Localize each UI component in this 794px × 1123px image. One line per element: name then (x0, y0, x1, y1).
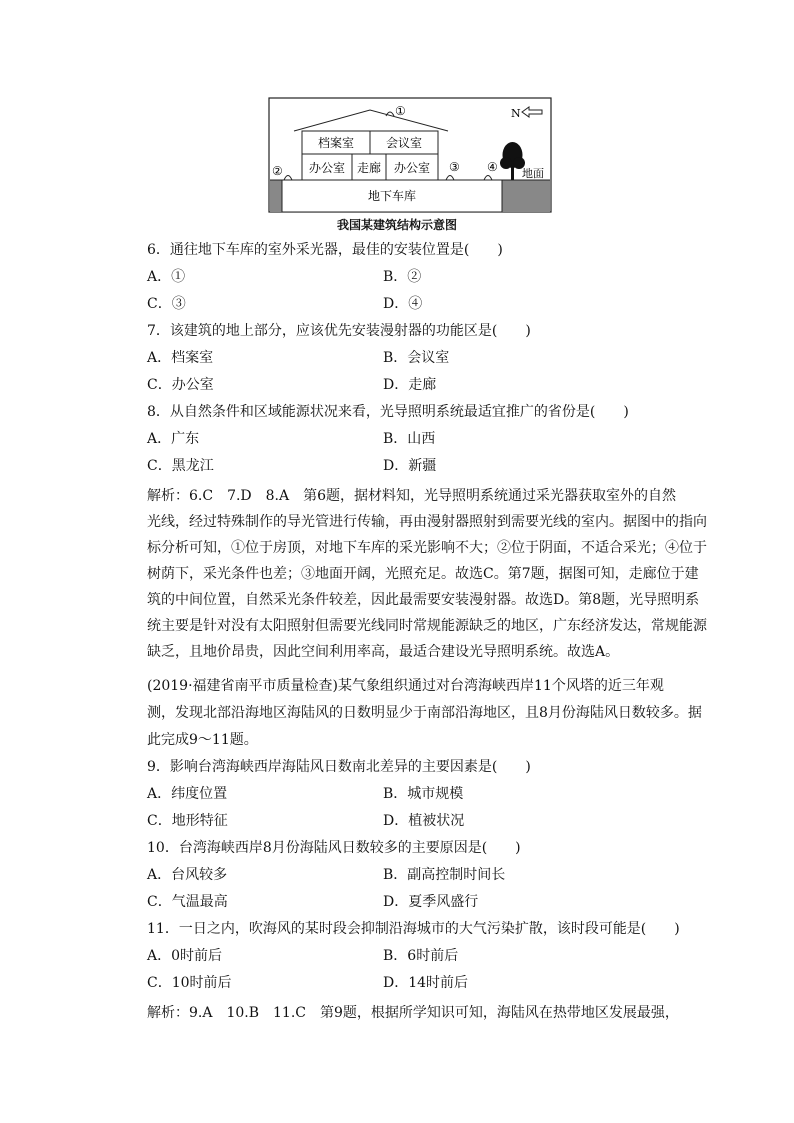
question-8-option-b: B．山西 (383, 431, 436, 447)
analysis-1-line-1: 解析：6.C 7.D 8.A 第6题，据材料知，光导照明系统通过采光器获取室外的自然 (147, 488, 677, 504)
question-10-stem: 10．台湾海峡西岸8月份海陆风日数较多的主要原因是( ) (147, 840, 521, 856)
analysis-1-line-2: 光线，经过特殊制作的导光管进行传输，再由漫射器照射到需要光线的室内。据图中的指向 (147, 514, 707, 530)
question-6-stem: 6．通往地下车库的室外采光器，最佳的安装位置是( ) (147, 242, 503, 258)
question-7-option-a: A．档案室 (147, 350, 214, 366)
question-10-option-b: B．副高控制时间长 (383, 867, 506, 883)
intro-2-line-2: 测，发现北部沿海地区海陆风的日数明显少于南部沿海地区，且8月份海陆风日数较多。据 (147, 705, 702, 721)
intro-2-line-1: (2019·福建省南平市质量检查)某气象组织通过对台湾海峡西岸11个风塔的近三年观 (147, 678, 664, 694)
question-11-option-c: C．10时前后 (147, 975, 232, 991)
ground-label: 地面 (522, 167, 544, 180)
analysis-1-line-7: 缺乏，且地价昂贵，因此空间利用率高，最适合建设光导照明系统。故选A。 (147, 644, 620, 660)
marker-4: ④ (487, 160, 498, 174)
question-8-option-d: D．新疆 (383, 458, 437, 474)
question-9-option-d: D．植被状况 (383, 813, 465, 829)
question-11-stem: 11．一日之内，吹海风的某时段会抑制沿海城市的大气污染扩散，该时段可能是( ) (147, 921, 680, 937)
analysis-1-line-4: 树荫下，采光条件也差；③地面开阔，光照充足。故选C。第7题，据图可知，走廊位于建 (147, 566, 699, 582)
marker-3: ③ (449, 160, 460, 174)
room-corridor: 走廊 (356, 161, 382, 175)
room-office-left: 办公室 (308, 161, 346, 175)
room-garage: 地下车库 (367, 189, 417, 203)
room-archive: 档案室 (317, 136, 355, 150)
question-9-option-c: C．地形特征 (147, 813, 228, 829)
question-8-option-a: A．广东 (147, 431, 200, 447)
intro-2-line-3: 此完成9～11题。 (147, 732, 258, 748)
question-11-option-d: D．14时前后 (383, 975, 469, 991)
soil-left (270, 180, 282, 212)
question-8-stem: 8．从自然条件和区域能源状况来看，光导照明系统最适宜推广的省份是( ) (147, 404, 629, 420)
question-9-stem: 9．影响台湾海峡西岸海陆风日数南北差异的主要因素是( ) (147, 759, 531, 775)
question-10-option-c: C．气温最高 (147, 894, 228, 910)
analysis-1-line-5: 筑的中间位置，自然采光条件较差，因此最需要安装漫射器。故选D。第8题，光导照明系 (147, 592, 700, 608)
analysis-1-line-3: 标分析可知，①位于房顶，对地下车库的采光影响不大；②位于阴面，不适合采光；④位于 (147, 540, 707, 556)
analysis-2-line-1: 解析：9.A 10.B 11.C 第9题，根据所学知识可知，海陆风在热带地区发展最强， (147, 1005, 679, 1021)
question-9-option-b: B．城市规模 (383, 786, 464, 802)
question-6-option-d: D．④ (383, 296, 423, 312)
question-7-option-d: D．走廊 (383, 377, 437, 393)
question-7-stem: 7．该建筑的地上部分，应该优先安装漫射器的功能区是( ) (147, 323, 531, 339)
question-11-option-a: A．0时前后 (147, 948, 223, 964)
question-7-option-b: B．会议室 (383, 350, 450, 366)
question-9-option-a: A．纬度位置 (147, 786, 228, 802)
question-6-option-b: B．② (383, 269, 422, 285)
figure-caption: 我国某建筑结构示意图 (336, 218, 457, 232)
marker-1: ① (395, 104, 406, 118)
question-10-option-d: D．夏季风盛行 (383, 894, 479, 910)
question-11-option-b: B．6时前后 (383, 948, 459, 964)
question-7-option-c: C．办公室 (147, 377, 214, 393)
question-6-option-c: C．③ (147, 296, 186, 312)
question-8-option-c: C．黑龙江 (147, 458, 214, 474)
analysis-1-line-6: 统主要是针对没有太阳照射但需要光线同时常规能源缺乏的地区，广东经济发达，常规能源 (147, 618, 707, 634)
question-6-option-a: A．① (147, 269, 186, 285)
question-10-option-a: A．台风较多 (147, 867, 228, 883)
building-structure-diagram (268, 97, 552, 219)
room-meeting: 会议室 (385, 136, 423, 150)
marker-2: ② (272, 164, 283, 178)
soil-right (502, 180, 550, 212)
north-label: N (511, 107, 521, 120)
room-office-right: 办公室 (393, 161, 431, 175)
